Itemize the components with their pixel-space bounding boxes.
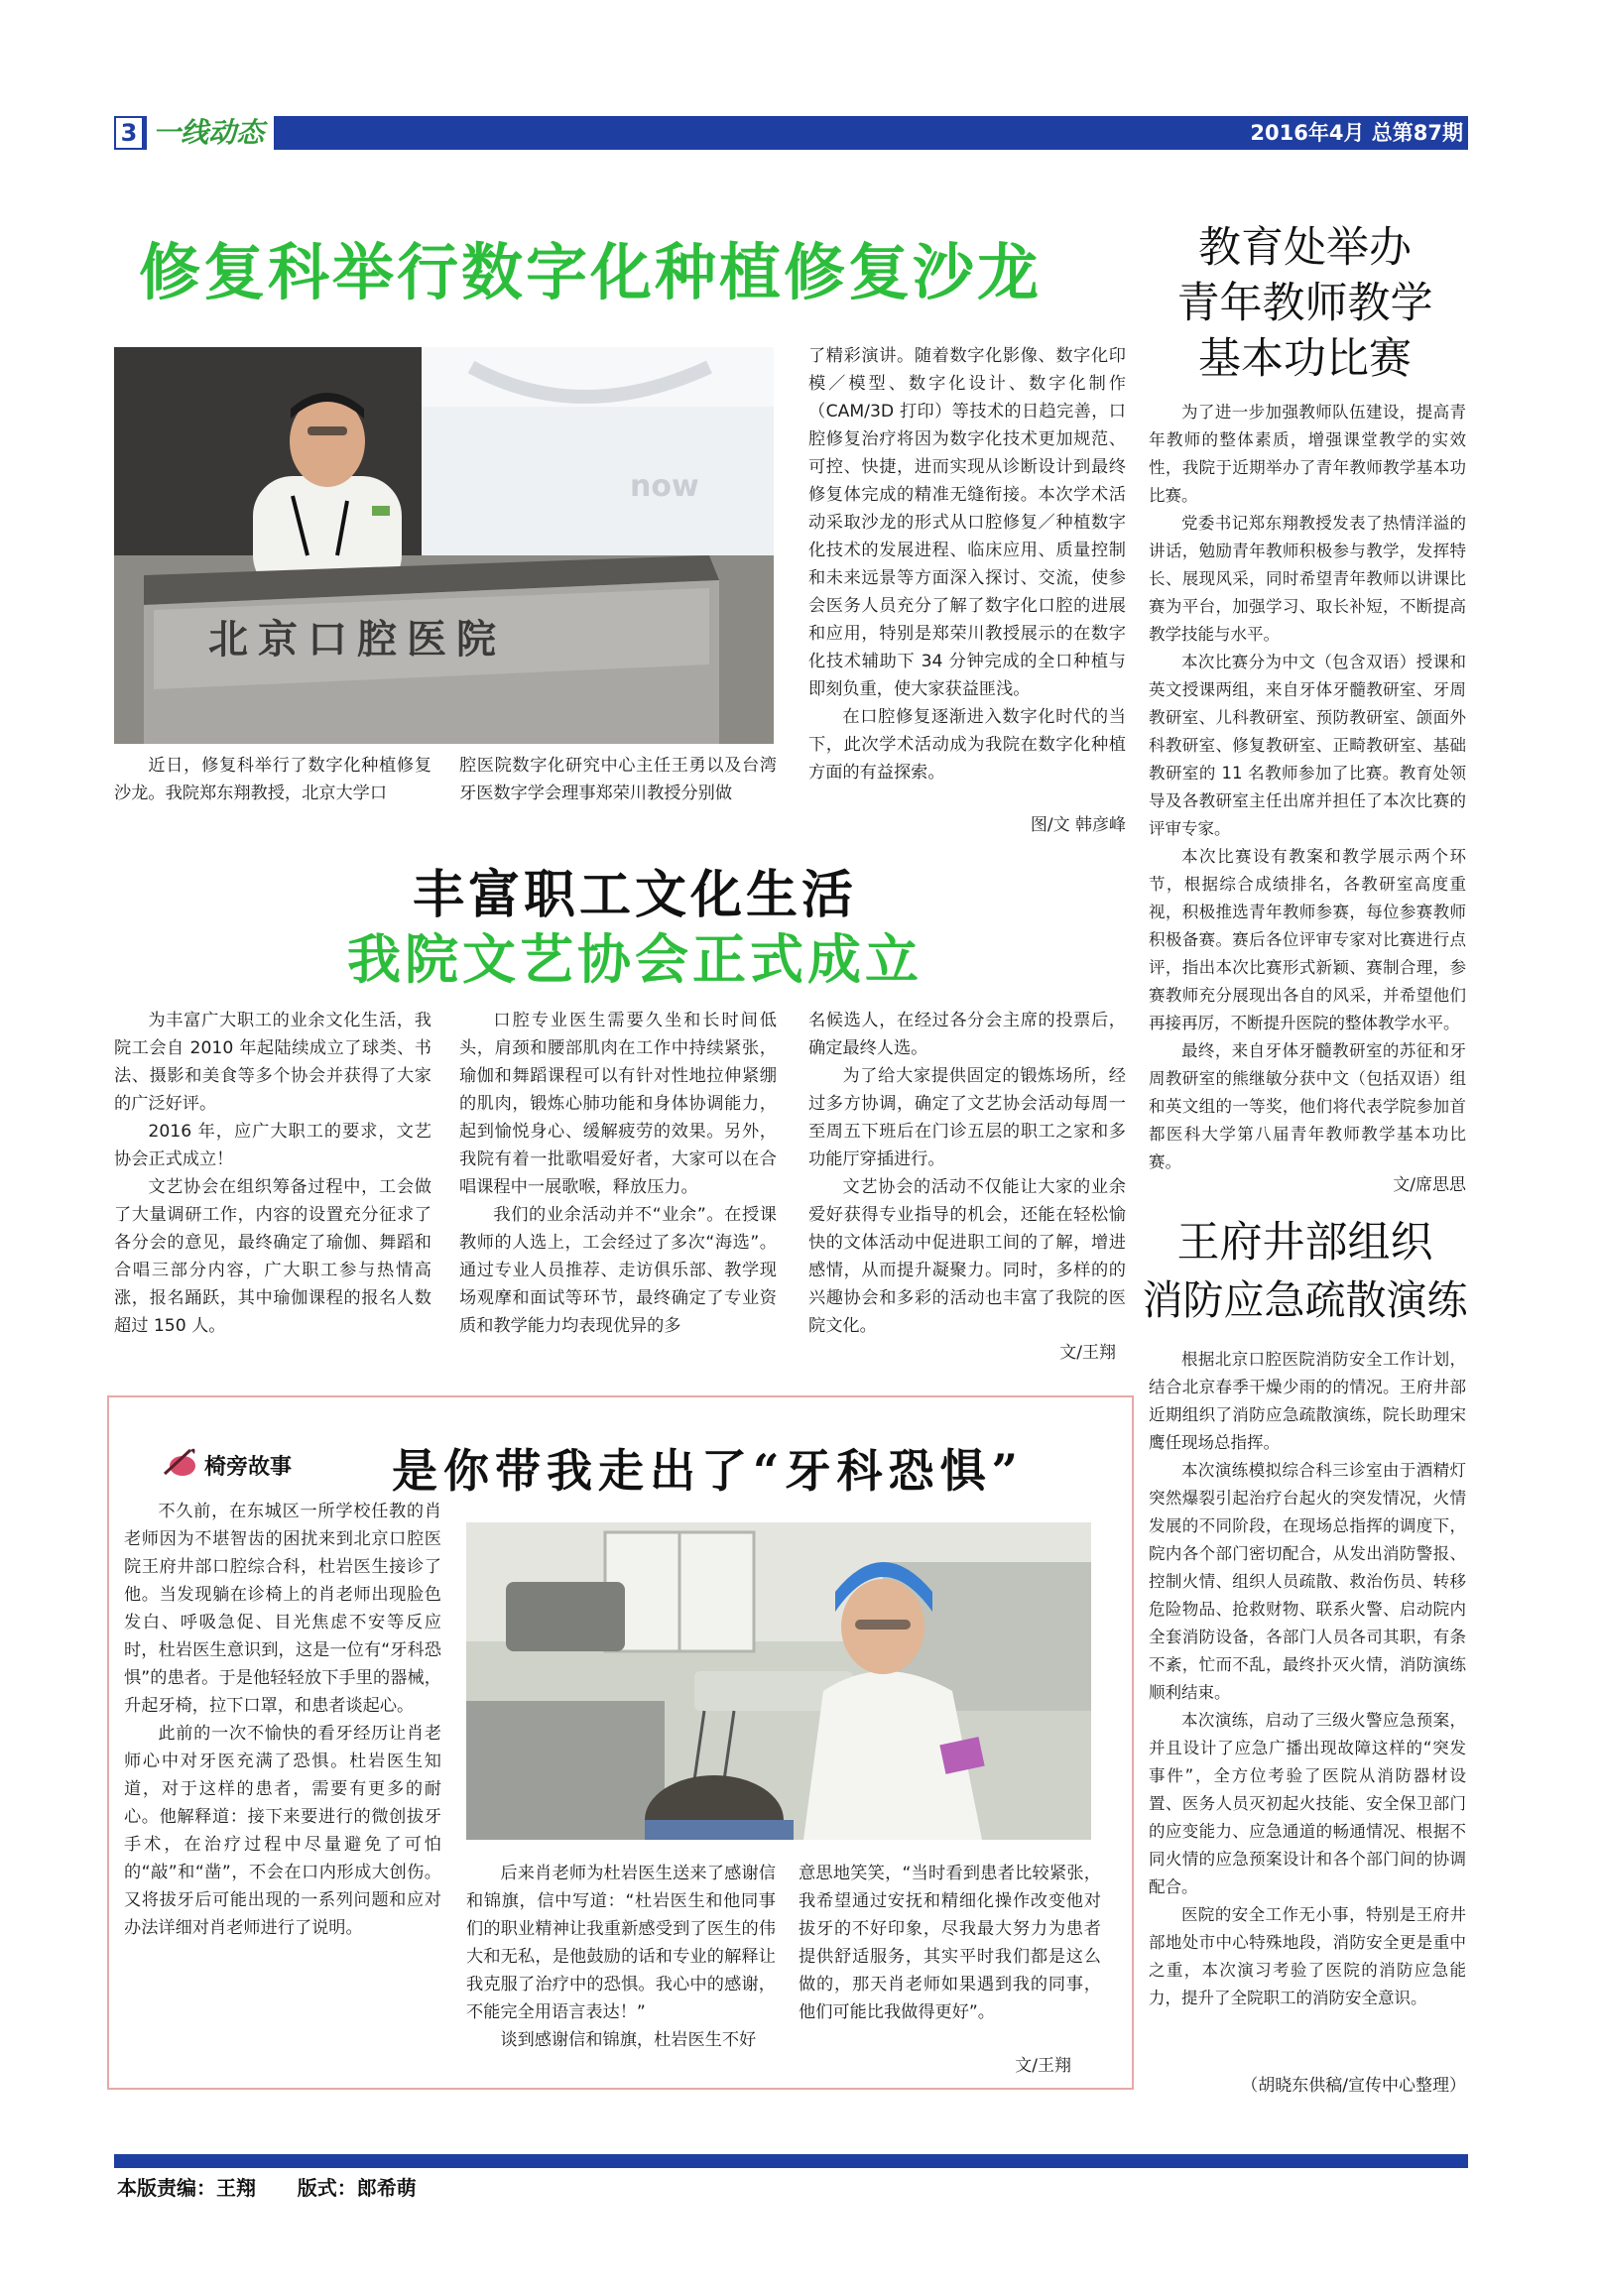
salon-col-1 <box>114 752 431 807</box>
teaching-paragraph: 党委书记郑东翔教授发表了热情洋溢的讲话，勉励青年教师积极参与教学，发挥特长、展现风采，同时希望青年教师以讲课比赛为平台，加强学习、取长补短，不断提高教学技能与水平。 <box>1149 514 1466 644</box>
story-paragraph: 意思地笑笑，“当时看到患者比较紧张，我希望通过安抚和精细化操作改变他对拔牙的不好印象，尽我最大努力为患者提供舒适服务，其实平时我们都是这么做的，那天肖老师如果遇到我的同事，他们可能比我做得更好”。 <box>799 1864 1101 2022</box>
teaching-paragraph: 为了进一步加强教师队伍建设，提高青年教师的整体素质，增强课堂教学的实效性，我院于近期举办了青年教师教学基本功比赛。 <box>1149 403 1466 505</box>
speaker-illustration <box>114 347 774 744</box>
teaching-paragraph: 本次比赛分为中文（包含双语）授课和英文授课两组，来自牙体牙髓教研室、牙周教研室、儿科教研室、预防教研室、颌面外科教研室、修复教研室、正畸教研室、基础教研室的 11 名教师参加了比赛。教育处领导及各教研室主任出席并担任了本次比赛的评审专家。 <box>1149 653 1466 838</box>
speaker-photo <box>114 347 774 744</box>
story-col-1 <box>124 1498 441 1942</box>
salon-paragraph: 了精彩演讲。随着数字化影像、数字化印模／模型、数字化设计、数字化制作（CAM/3D 打印）等技术的日趋完善，口腔修复治疗将因为数字化技术更加规范、可控、快捷，进而实现从诊断设计到最终修复体完成的精准无缝衔接。本次学术活动采取沙龙的形式从口腔修复／种植数字化技术的发展进程、临床应用、质量控制和未来远景等方面深入探讨、交流，使参会医务人员充分了解了数字化口腔的进展和应用，特别是郑荣川教授展示的在数字化技术辅助下 34 分钟完成的全口种植与即刻负重，使大家获益匪浅。 <box>808 346 1126 699</box>
culture-paragraph: 为了给大家提供固定的锻炼场所，经过多方协调，确定了文艺协会活动每周一至周五下班后在门诊五层的职工之家和多功能厅穿插进行。 <box>808 1066 1126 1169</box>
screen-text: now <box>630 469 699 504</box>
culture-col-1 <box>114 1007 431 1340</box>
culture-headline-line-1: 丰富职工文化生活 <box>412 866 857 925</box>
teaching-headline-line-3: 基本功比赛 <box>1198 334 1412 384</box>
salon-credit: 图/文 韩彦峰 <box>1030 815 1126 835</box>
issue-info: 2016年4月 总第87期 <box>1250 121 1463 145</box>
culture-col-2 <box>459 1007 777 1340</box>
fire-paragraph: 根据北京口腔医院消防安全工作计划，结合北京春季干燥少雨的的情况。王府井部近期组织了消防应急疏散演练，院长助理宋鹰任现场总指挥。 <box>1149 1350 1466 1452</box>
culture-paragraph: 文艺协会在组织筹备过程中，工会做了大量调研工作，内容的设置充分征求了各分会的意见，最终确定了瑜伽、舞蹈和合唱三部分内容，广大职工参与热情高涨，报名踊跃，其中瑜伽课程的报名人数超过 150 人。 <box>114 1177 431 1336</box>
story-headline: 是你带我走出了“牙科恐惧” <box>392 1444 1024 1498</box>
quill-icon <box>161 1444 198 1480</box>
teaching-paragraph: 本次比赛设有教案和教学展示两个环节，根据综合成绩排名，各教研室高度重视，积极推选青年教师参赛，每位参赛教师积极备赛。赛后各位评审专家对比赛进行点评，指出本次比赛形式新颖、赛制合理，参赛教师充分展现出各自的风采，并希望他们再接再厉，不断提升医院的整体教学水平。 <box>1149 847 1466 1032</box>
teaching-credit: 文/席思思 <box>1393 1175 1466 1195</box>
story-paragraph: 不久前，在东城区一所学校任教的肖老师因为不堪智齿的困扰来到北京口腔医院王府井部口腔综合科，杜岩医生接诊了他。当发现躺在诊椅上的肖老师出现脸色发白、呼吸急促、目光焦虑不安等反应时，杜岩医生意识到，这是一位有“牙科恐惧”的患者。于是他轻轻放下手里的器械，升起牙椅，拉下口罩，和患者谈起心。 <box>124 1502 441 1716</box>
culture-paragraph: 文艺协会的活动不仅能让大家的业余爱好获得专业指导的机会，还能在轻松愉快的文体活动中促进职工间的了解，增进感情，从而提升凝聚力。同时，多样的的兴趣协会和多彩的活动也丰富了我院的医院文化。 <box>808 1177 1126 1336</box>
fire-headline-line-2: 消防应急疏散演练 <box>1142 1276 1468 1324</box>
culture-col-3 <box>808 1007 1126 1340</box>
salon-paragraph: 腔医院数字化研究中心主任王勇以及台湾牙医数字学会理事郑荣川教授分别做 <box>459 756 777 803</box>
salon-paragraph: 近日，修复科举行了数字化种植修复沙龙。我院郑东翔教授，北京大学口 <box>114 756 431 803</box>
fire-body <box>1149 1346 1466 2012</box>
story-col-3 <box>799 1860 1101 2026</box>
footer-bar <box>114 2154 1468 2168</box>
culture-paragraph: 名候选人，在经过各分会主席的投票后，确定最终人选。 <box>808 1011 1126 1058</box>
salon-col-2 <box>459 752 777 807</box>
fire-headline-line-1: 王府井部组织 <box>1176 1218 1433 1268</box>
dentist-illustration <box>466 1522 1091 1840</box>
story-col-2 <box>466 1860 776 2054</box>
section-name: 一线动态 <box>147 114 274 152</box>
story-paragraph: 谈到感谢信和锦旗，杜岩医生不好 <box>500 2030 757 2050</box>
story-paragraph: 后来肖老师为杜岩医生送来了感谢信和锦旗，信中写道：“杜岩医生和他同事们的职业精神让我重新感受到了医生的伟大和无私，是他鼓励的话和专业的解释让我克服了治疗中的恐惧。我心中的感谢，不能完全用语言表达！” <box>466 1864 776 2022</box>
salon-headline: 修复科举行数字化种植修复沙龙 <box>139 236 1043 308</box>
fire-credit: （胡晓东供稿/宣传中心整理） <box>1241 2076 1466 2096</box>
culture-credit: 文/王翔 <box>1059 1343 1116 1363</box>
fire-paragraph: 本次演练，启动了三级火警应急预案，并且设计了应急广播出现故障这样的“突发事件”，全方位考验了医院从消防器材设置、医务人员灭初起火技能、安全保卫部门的应变能力、应急通道的畅通情况、根据不同火情的应急预案设计和各个部门间的协调配合。 <box>1149 1711 1466 1896</box>
teaching-paragraph: 最终，来自牙体牙髓教研室的苏征和牙周教研室的熊继敏分获中文（包括双语）组和英文组的一等奖，他们将代表学院参加首都医科大学第八届青年教师教学基本功比赛。 <box>1149 1041 1466 1171</box>
salon-col-3 <box>808 342 1126 786</box>
podium-sign: 北京口腔医院 <box>208 616 506 663</box>
fire-paragraph: 本次演练模拟综合科三诊室由于酒精灯突然爆裂引起治疗台起火的突发情况，火情发展的不同阶段，在现场总指挥的调度下，院内各个部门密切配合，从发出消防警报、控制火情、组织人员疏散、救治伤员、转移危险物品、抢救财物、联系火警、启动院内全套消防设备，各部门人员各司其职，有条不紊，忙而不乱，最终扑灭火情，消防演练顺利结束。 <box>1149 1461 1466 1702</box>
teaching-headline-line-2: 青年教师教学 <box>1176 279 1433 328</box>
culture-paragraph: 我们的业余活动并不“业余”。在授课教师的人选上，工会经过了多次“海选”。通过专业人员推荐、走访俱乐部、教学现场观摩和面试等环节，最终确定了专业资质和教学能力均表现优异的多 <box>459 1205 777 1336</box>
salon-paragraph: 在口腔修复逐渐进入数字化时代的当下，此次学术活动成为我院在数字化种植方面的有益探索。 <box>808 707 1126 783</box>
story-credit: 文/王翔 <box>1015 2056 1071 2076</box>
culture-headline-line-2: 我院文艺协会正式成立 <box>347 928 923 991</box>
culture-paragraph: 为丰富广大职工的业余文化生活，我院工会自 2010 年起陆续成立了球类、书法、摄影和美食等多个协会并获得了大家的广泛好评。 <box>114 1011 431 1114</box>
teaching-body <box>1149 399 1466 1176</box>
teaching-headline-line-1: 教育处举办 <box>1198 223 1412 273</box>
footer-editors: 本版责编：王翔 版式：郎希萌 <box>117 2176 417 2200</box>
story-tag-label: 椅旁故事 <box>204 1455 293 1480</box>
dentist-photo <box>466 1522 1091 1840</box>
fire-paragraph: 医院的安全工作无小事，特别是王府井部地处市中心特殊地段，消防安全更是重中之重，本次演习考验了医院的消防应急能力，提升了全院职工的消防安全意识。 <box>1149 1905 1466 2007</box>
story-paragraph: 此前的一次不愉快的看牙经历让肖老师心中对牙医充满了恐惧。杜岩医生知道，对于这样的患者，需要有更多的耐心。他解释道：接下来要进行的微创拔牙手术，在治疗过程中尽量避免了可怕的“敲”和“凿”，不会在口内形成大创伤。又将拔牙后可能出现的一系列问题和应对办法详细对肖老师进行了说明。 <box>124 1724 441 1938</box>
culture-paragraph: 2016 年，应广大职工的要求，文艺协会正式成立！ <box>114 1122 431 1169</box>
story-tag <box>161 1450 292 1481</box>
culture-paragraph: 口腔专业医生需要久坐和长时间低头，肩颈和腰部肌肉在工作中持续紧张，瑜伽和舞蹈课程可以有针对性地拉伸紧绷的肌肉，锻炼心肺功能和身体协调能力，起到愉悦身心、缓解疲劳的效果。另外，我院有着一批歌唱爱好者，大家可以在合唱课程中一展歌喉，释放压力。 <box>459 1011 777 1197</box>
page-number: 3 <box>116 118 142 148</box>
